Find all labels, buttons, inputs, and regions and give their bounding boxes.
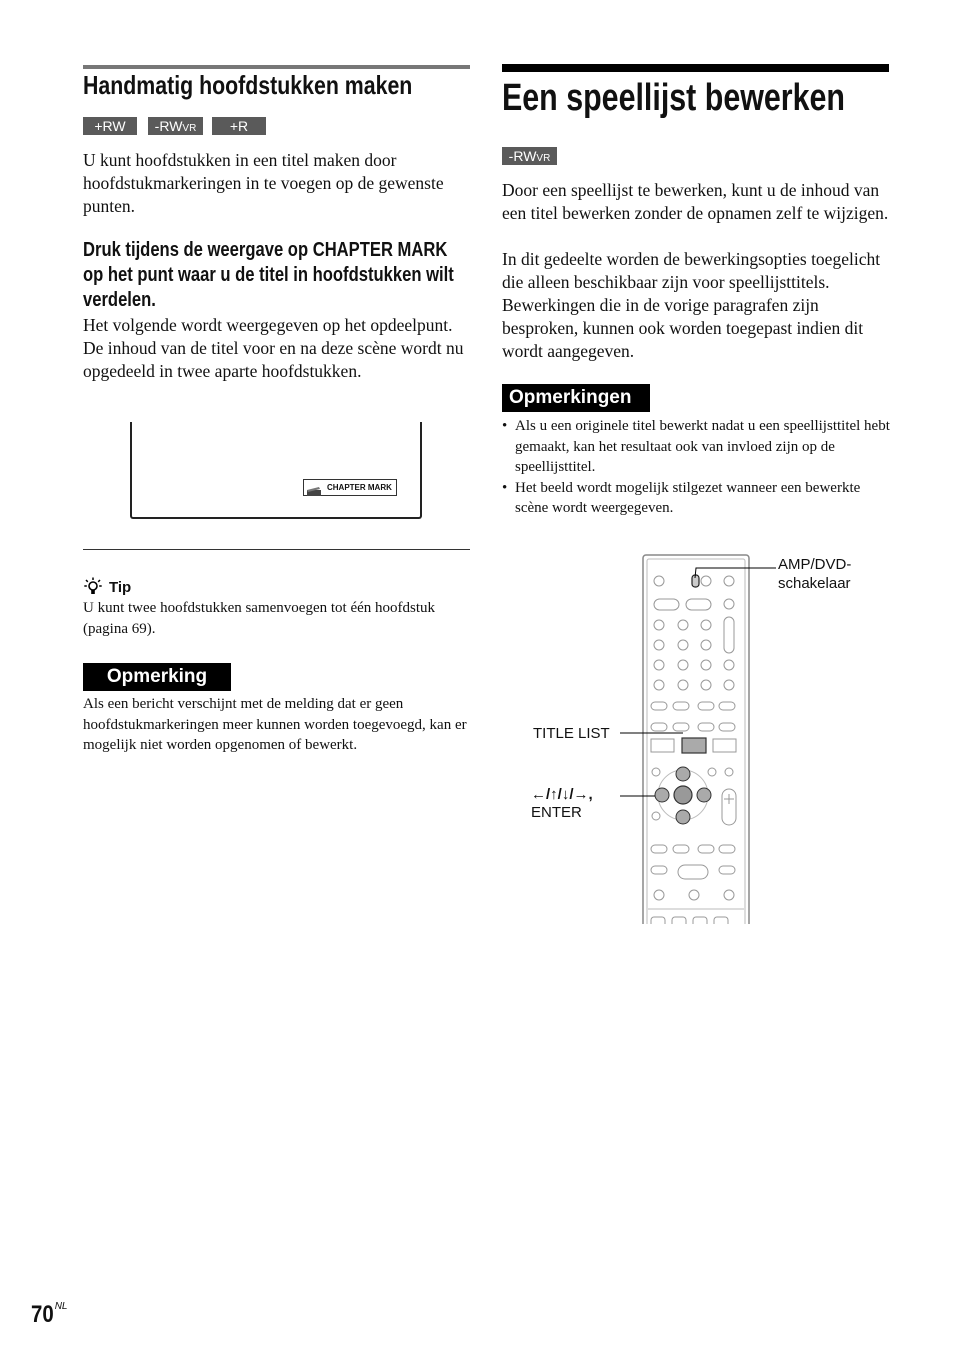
step-line-3: verdelen. [83, 289, 156, 311]
arrows-label: ←/↑/↓/→, [531, 786, 593, 803]
page-number-value: 70 [31, 1301, 54, 1328]
step-line-1: Druk tijdens de weergave op CHAPTER MARK [83, 239, 448, 261]
page-number [31, 1301, 68, 1329]
note-text: Als een bericht verschijnt met de melding dat er geen hoofdstukmarkeringen meer kunnen worden toegevoegd, kan er mogelijk niet worden opgenomen of bewerkt. [83, 696, 467, 753]
step-heading [83, 238, 483, 313]
right-heading: Een speellijst bewerken [502, 77, 845, 119]
step-body: Het volgende wordt weergegeven op het opdeelpunt. De inhoud van de titel voor en na deze scène wordt nu opgedeeld in twee aparte hoofdstukken. [83, 315, 464, 381]
left-intro: U kunt hoofdstukken in een titel maken door hoofdstukmarkeringen in te voegen op de gewenste punten. [83, 150, 444, 216]
badge-plus-rw: +RW [83, 117, 137, 135]
step-line-2: op het punt waar u de titel in hoofdstukken wilt [83, 264, 454, 286]
note-item-1: • Als u een originele titel bewerkt nadat u een speellijsttitel hebt gemaakt, kan het resultaat ook van invloed zijn op de speellijsttitel. [502, 416, 890, 478]
right-heading-rule [502, 64, 889, 72]
callout-lines [600, 560, 780, 810]
note-heading: Opmerking [83, 663, 231, 691]
section-divider [83, 549, 470, 550]
left-heading: Handmatig hoofdstukken maken [83, 70, 413, 100]
badge-plus-r: +R [212, 117, 266, 135]
chapter-mark-indicator [303, 479, 397, 496]
amp-dvd-label-2: schakelaar [778, 575, 851, 592]
amp-dvd-label-1: AMP/DVD- [778, 556, 852, 573]
tip-text: U kunt twee hoofdstukken samenvoegen tot één hoofdstuk (pagina 69). [83, 600, 436, 637]
badge-minus-rwvr: -RWVR [148, 117, 203, 135]
enter-label: ENTER [531, 804, 582, 821]
tip-label: Tip [109, 579, 132, 596]
tip-icon [84, 577, 102, 597]
chapter-mark-label: CHAPTER MARK [327, 483, 392, 492]
right-para-2: In dit gedeelte worden de bewerkingsopties toegelicht die alleen beschikbaar zijn voor speellijsttitels. Bewerkingen die in de vorige paragrafen zijn besproken, kunnen ook worden toegepast indien dit wordt aangegeven. [502, 249, 881, 361]
tv-screen [130, 422, 422, 519]
notes-heading: Opmerkingen [502, 384, 650, 412]
left-heading-rule [83, 65, 470, 69]
chapter-mark-icon [307, 483, 321, 492]
notes-list [502, 416, 890, 519]
page-number-suffix: NL [54, 1301, 68, 1312]
badge-minus-rwvr-right: -RWVR [502, 147, 557, 165]
right-para-1: Door een speellijst te bewerken, kunt u de inhoud van een titel bewerken zonder de opnamen zelf te wijzigen. [502, 180, 889, 223]
note-item-2: • Het beeld wordt mogelijk stilgezet wanneer een bewerkte scène wordt weergegeven. [502, 478, 890, 519]
title-list-label: TITLE LIST [533, 725, 610, 742]
